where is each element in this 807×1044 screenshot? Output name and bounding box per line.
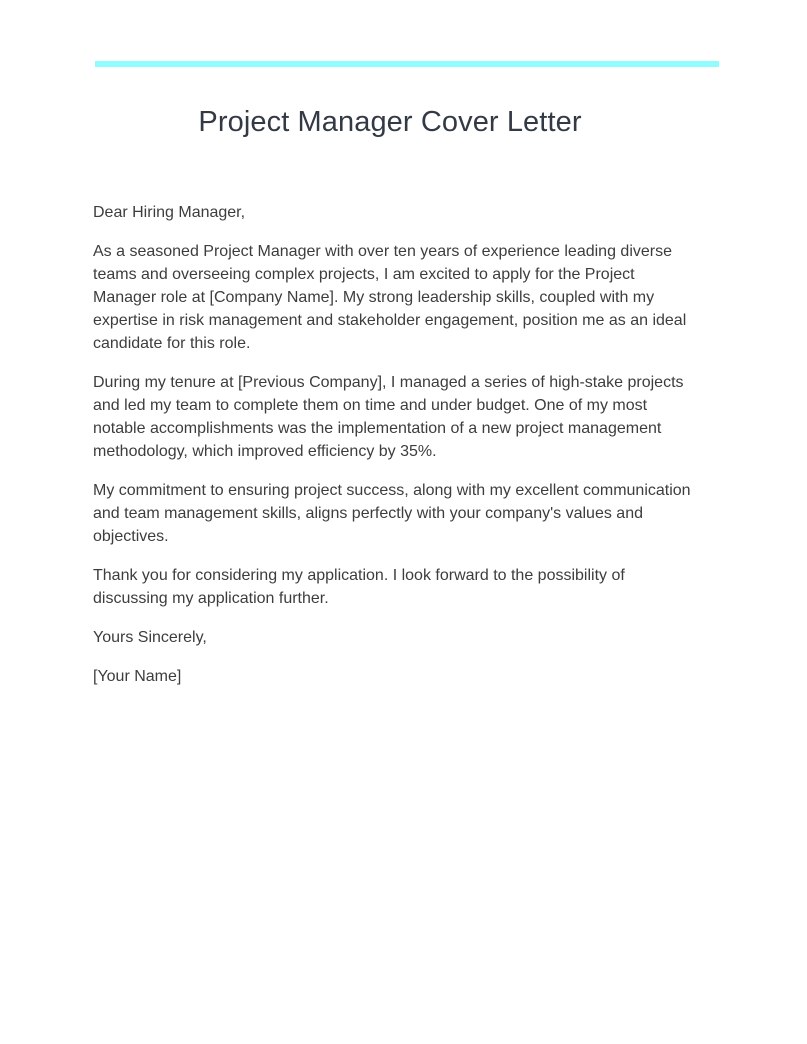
top-accent-bar xyxy=(95,61,719,67)
paragraph-commitment: My commitment to ensuring project success, along with my excellent communication and team management skills, aligns perfectly with your company's values and objectives. xyxy=(93,482,691,545)
letter-body xyxy=(93,201,693,704)
signature: [Your Name] xyxy=(93,668,182,685)
paragraph-intro: As a seasoned Project Manager with over ten years of experience leading diverse teams and overseeing complex projects, I am excited to apply for the Project Manager role at [Company Name]. My strong leadership skills, coupled with my expertise in risk management and stakeholder engagement, position me as an ideal candidate for this role. xyxy=(93,243,687,352)
salutation: Dear Hiring Manager, xyxy=(93,204,246,221)
closing: Yours Sincerely, xyxy=(93,629,207,646)
document-title: Project Manager Cover Letter xyxy=(198,106,582,138)
paragraph-experience: During my tenure at [Previous Company], I managed a series of high-stake projects and led my team to complete them on time and under budget. One of my most notable accomplishments was the implementation of a new project management methodology, which improved efficiency by 35%. xyxy=(93,374,684,460)
paragraph-thanks: Thank you for considering my application. I look forward to the possibility of discussing my application further. xyxy=(93,567,625,607)
